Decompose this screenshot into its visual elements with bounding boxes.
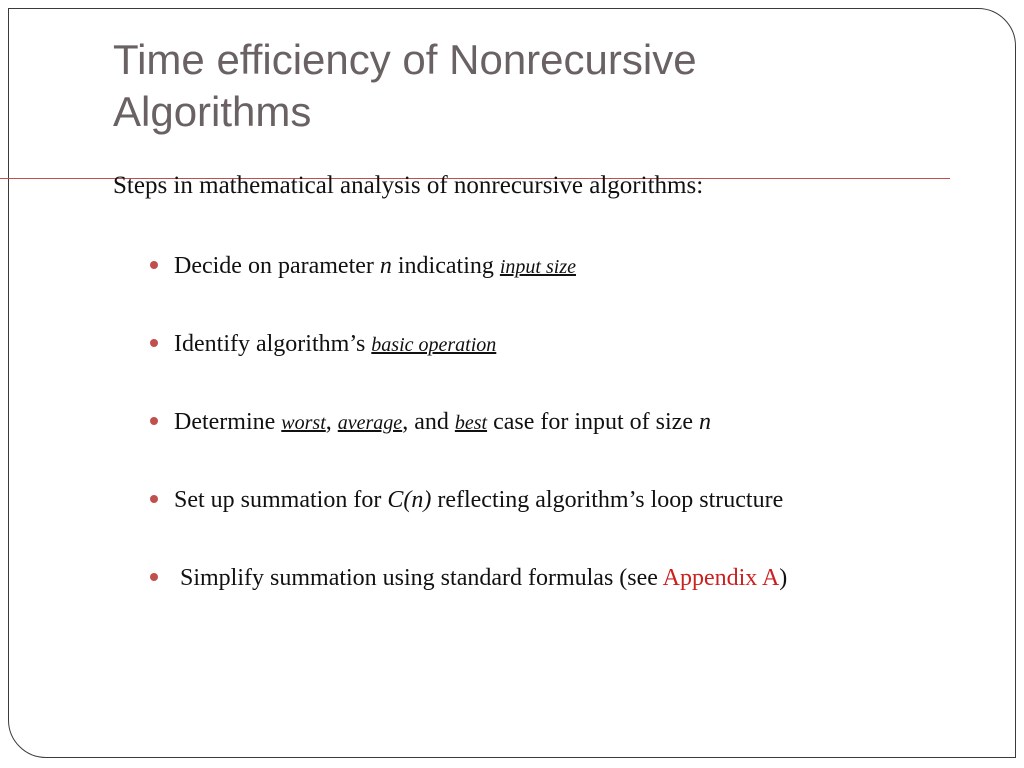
step-1-mid: indicating [391,253,500,279]
bullet-dot-icon [150,495,158,503]
step-2-pre: Identify algorithm’s [174,331,372,357]
step-3-average: average [337,412,403,434]
step-3-text [174,404,711,441]
step-5-pre: Simplify summation using standard formulas (see [174,565,663,591]
step-5-post: ) [779,565,788,591]
bullet-dot-icon [150,261,158,269]
step-2-term: basic operation [371,334,497,356]
bullet-dot-icon [150,573,158,581]
step-2-text [174,326,496,363]
bullet-dot-icon [150,339,158,347]
step-4-cn: C(n) [387,487,432,513]
step-3-best: best [454,412,488,434]
step-3-worst: worst [281,412,326,434]
step-4-post: reflecting algorithm’s loop structure [431,487,784,513]
step-3-var-n: n [698,409,711,435]
step-1-var-n: n [379,253,392,279]
intro-text: Steps in mathematical analysis of nonrecursive algorithms: [113,172,704,199]
step-4-text [174,482,783,518]
slide-title [113,34,913,138]
appendix-a-link[interactable]: Appendix A [662,565,780,591]
step-1-term: input size [499,256,576,278]
step-3-post: case for input of size [487,409,699,435]
step-3-sep-1: , [325,409,338,435]
step-1-text [174,248,576,285]
bullet-dot-icon [150,417,158,425]
step-1-pre: Decide on parameter [174,253,380,279]
step-3-pre: Determine [174,409,282,435]
title-line-1: Time efficiency of Nonrecursive [113,36,697,83]
title-line-2: Algorithms [113,88,312,135]
step-4-pre: Set up summation for [174,487,388,513]
step-3-sep-2: , and [402,409,455,435]
step-5-text [174,560,787,596]
